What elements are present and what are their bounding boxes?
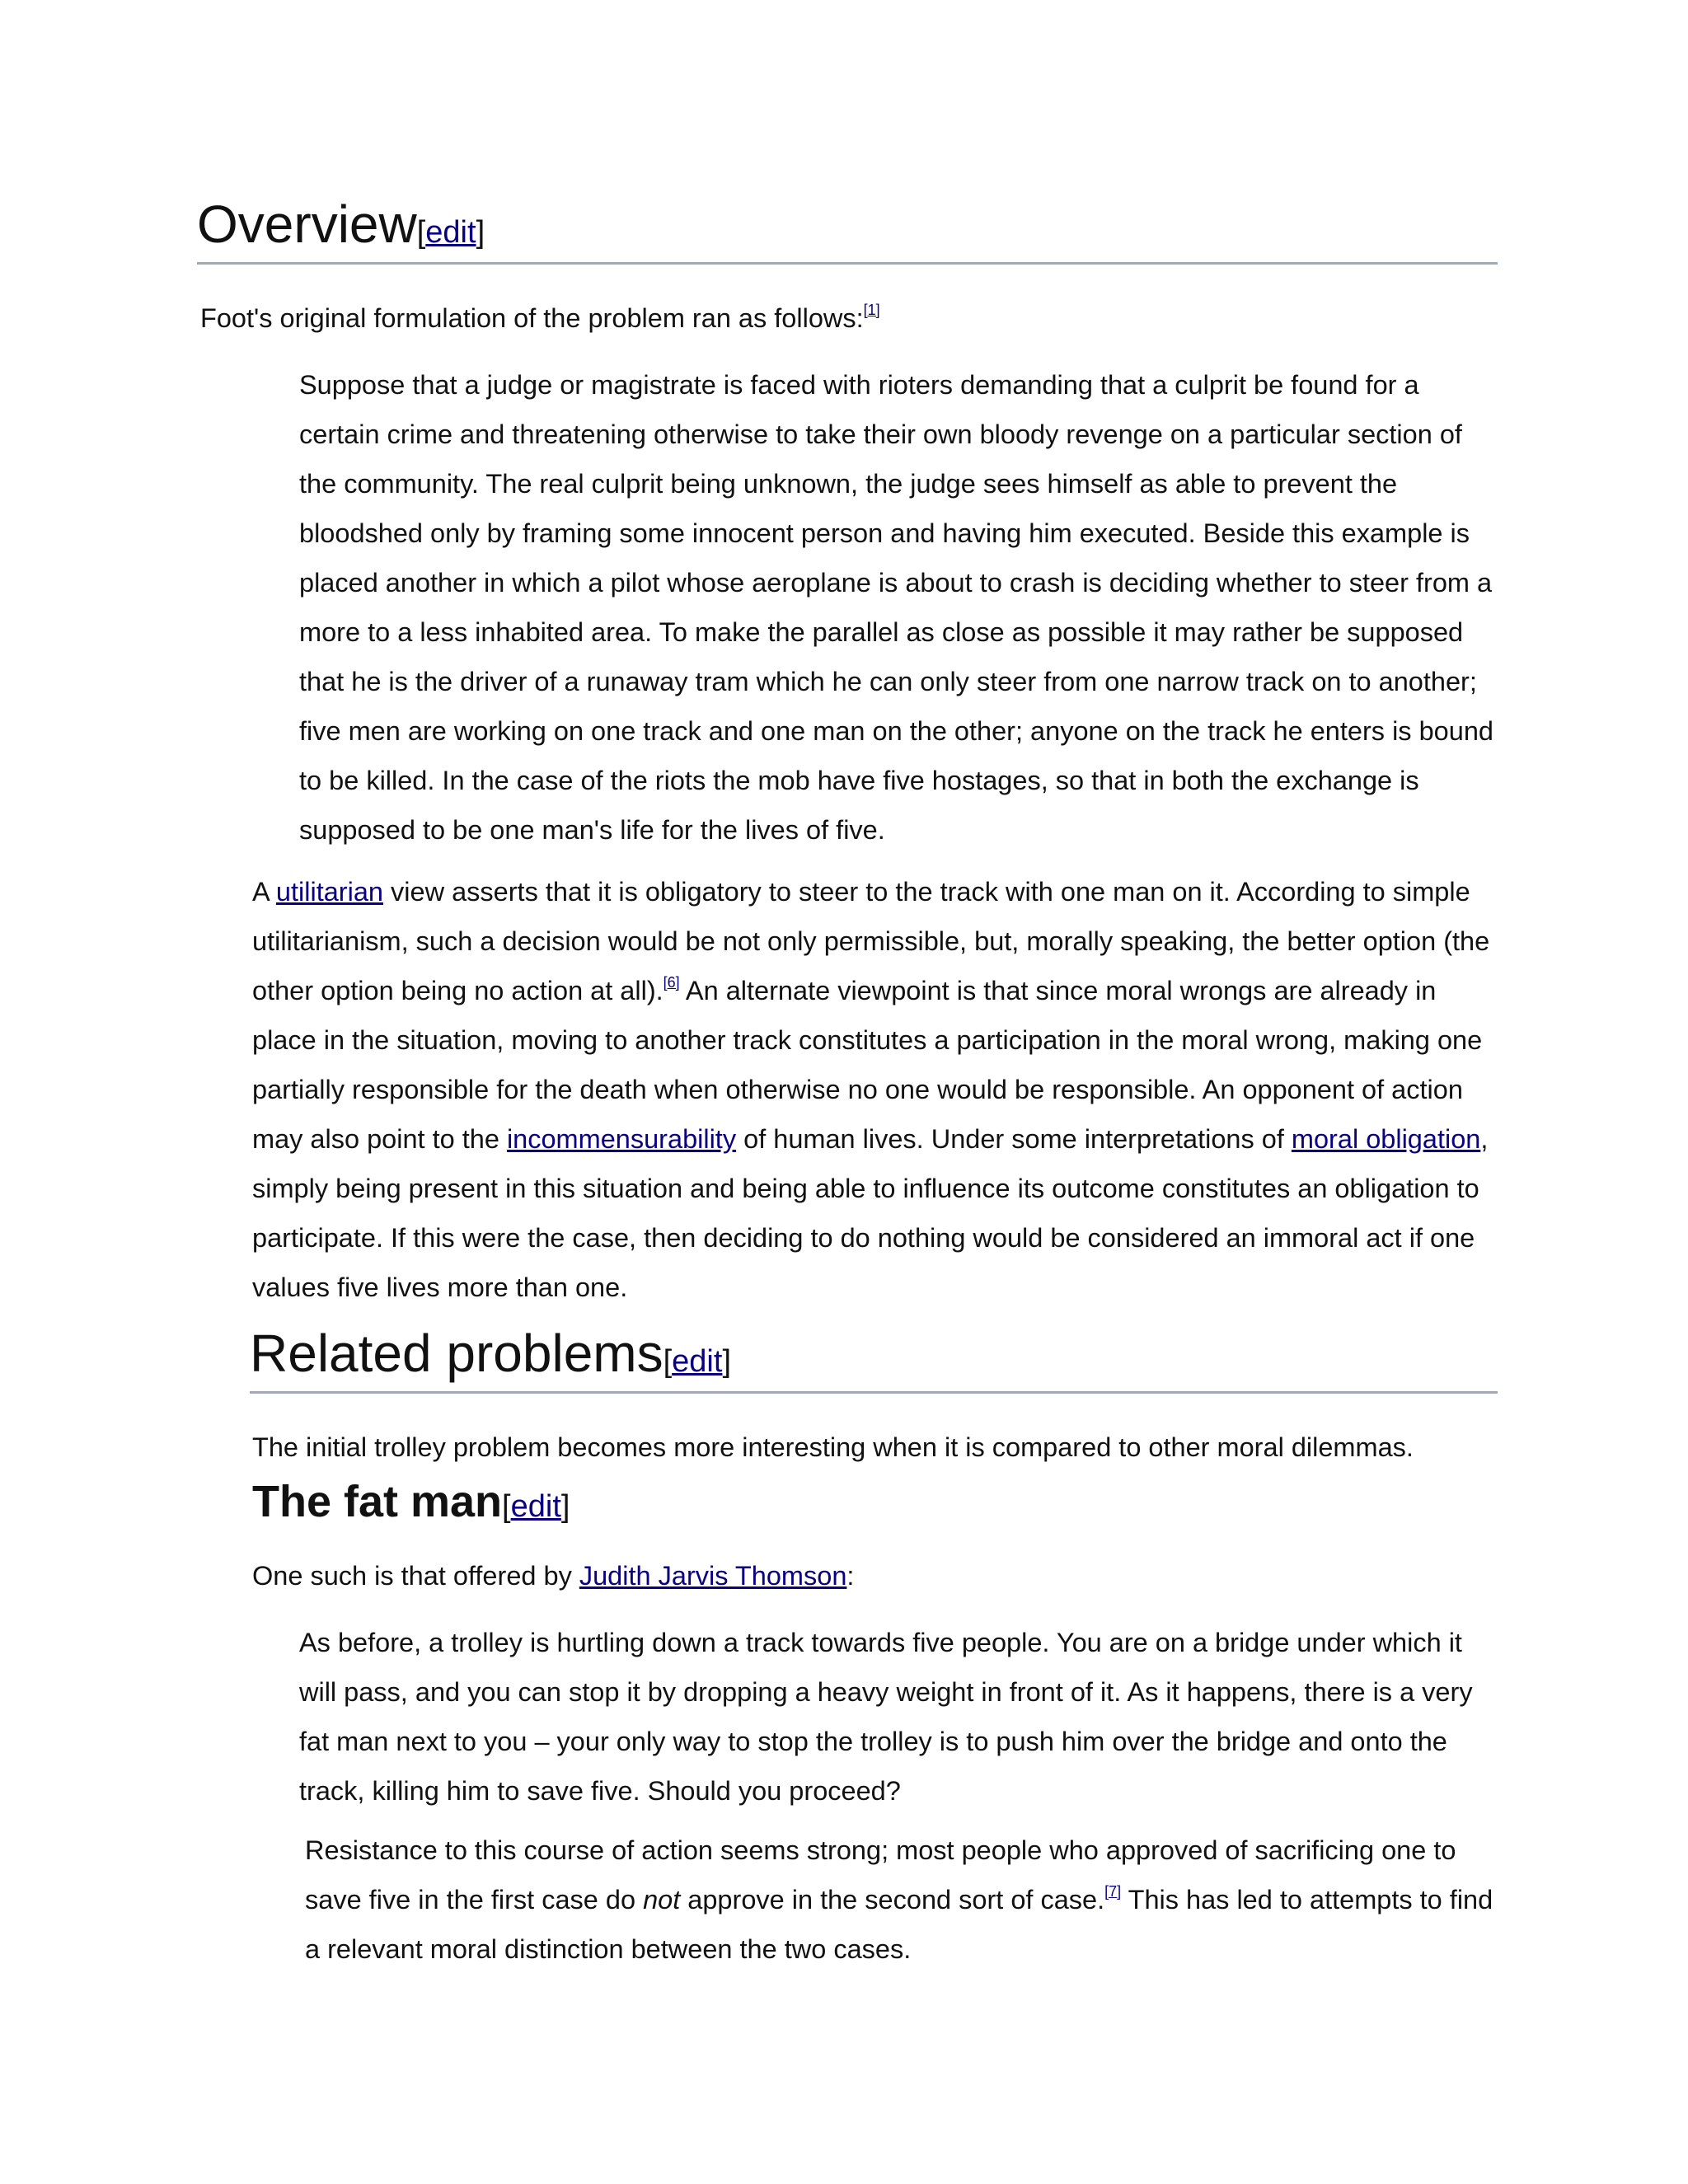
intro-paragraph: Foot's original formulation of the problem ran as follows:[1] (200, 302, 880, 333)
reference-link-7[interactable]: [7] (1104, 1883, 1122, 1900)
blockquote-foot: Suppose that a judge or magistrate is faced with rioters demanding that a culprit be found for a certain crime and threatening otherwise to take their own bloody revenge on a particular section of the community. The real culprit being unknown, the judge sees himself as able to prevent the bloodshed only by framing some innocent person and having him executed. Beside this example is placed another in which a pilot whose aeroplane is about to crash is deciding whether to steer from a more to a less inhabited area. To make the parallel as close as possible it may rather be supposed that he is the driver of a runaway tram which he can only steer from one narrow track on to another; five men are working on one track and one man on the other; anyone on the track he enters is bound to be killed. In the case of the riots the mob have five hostages, so that in both the exchange is supposed to be one man's life for the lives of five. (299, 370, 1493, 845)
link-incommensurability[interactable]: incommensurability (506, 1124, 737, 1154)
link-utilitarian[interactable]: utilitarian (275, 877, 383, 907)
edit-section-link: [edit] (416, 215, 485, 250)
heading-fat-man (252, 1473, 570, 1535)
heading-overview (197, 191, 1498, 265)
link-judith-jarvis-thomson[interactable]: Judith Jarvis Thomson (579, 1561, 847, 1591)
edit-link-overview[interactable]: edit (425, 215, 476, 250)
resistance-paragraph: Resistance to this course of action seems strong; most people who approved of sacrificing one to save five in the first case do not approve in the second sort of case.[7] This has led to attempts to find a relevant moral distinction between the two cases. (305, 1835, 1493, 1964)
reference-7 (1104, 1883, 1121, 1900)
edit-section-link: [edit] (663, 1344, 731, 1379)
heading-overview-text: Overview (197, 194, 417, 254)
reference-1 (864, 302, 880, 318)
heading-related-problems (250, 1320, 1498, 1394)
related-paragraph: The initial trolley problem becomes more interesting when it is compared to other moral dilemmas. (252, 1432, 1414, 1462)
heading-fat-man-text: The fat man (252, 1477, 503, 1526)
link-moral-obligation[interactable]: moral obligation (1291, 1124, 1481, 1154)
reference-link-1[interactable]: [1] (863, 302, 880, 318)
edit-section-link: [edit] (502, 1489, 570, 1524)
reference-6 (663, 974, 680, 991)
edit-link-related[interactable]: edit (672, 1344, 723, 1379)
edit-link-fat-man[interactable]: edit (510, 1489, 561, 1524)
emphasis-not: not (643, 1885, 681, 1915)
fat-man-intro: One such is that offered by Judith Jarvis Thomson: (252, 1561, 855, 1591)
heading-related-text: Related problems (250, 1324, 663, 1383)
utilitarian-paragraph: A utilitarian view asserts that it is obligatory to steer to the track with one man on it. According to simple utilitarianism, such a decision would be not only permissible, but, morally speaking, the better option (the other option being no action at all).[6] An alternate viewpoint is that since moral wrongs are already in place in the situation, moving to another track constitutes a participation in the moral wrong, making one partially responsible for the death when otherwise no one would be responsible. An opponent of action may also point to the incommensurability of human lives. Under some interpretations of moral obligation, simply being present in this situation and being able to influence its outcome constitutes an obligation to participate. If this were the case, then deciding to do nothing would be considered an immoral act if one values five lives more than one. (252, 877, 1490, 1302)
blockquote-thomson: As before, a trolley is hurtling down a track towards five people. You are on a bridge under which it will pass, and you can stop it by dropping a heavy weight in front of it. As it happens, there is a very fat man next to you – your only way to stop the trolley is to push him over the bridge and onto the track, killing him to save five. Should you proceed? (299, 1628, 1473, 1806)
reference-link-6[interactable]: [6] (663, 974, 680, 991)
